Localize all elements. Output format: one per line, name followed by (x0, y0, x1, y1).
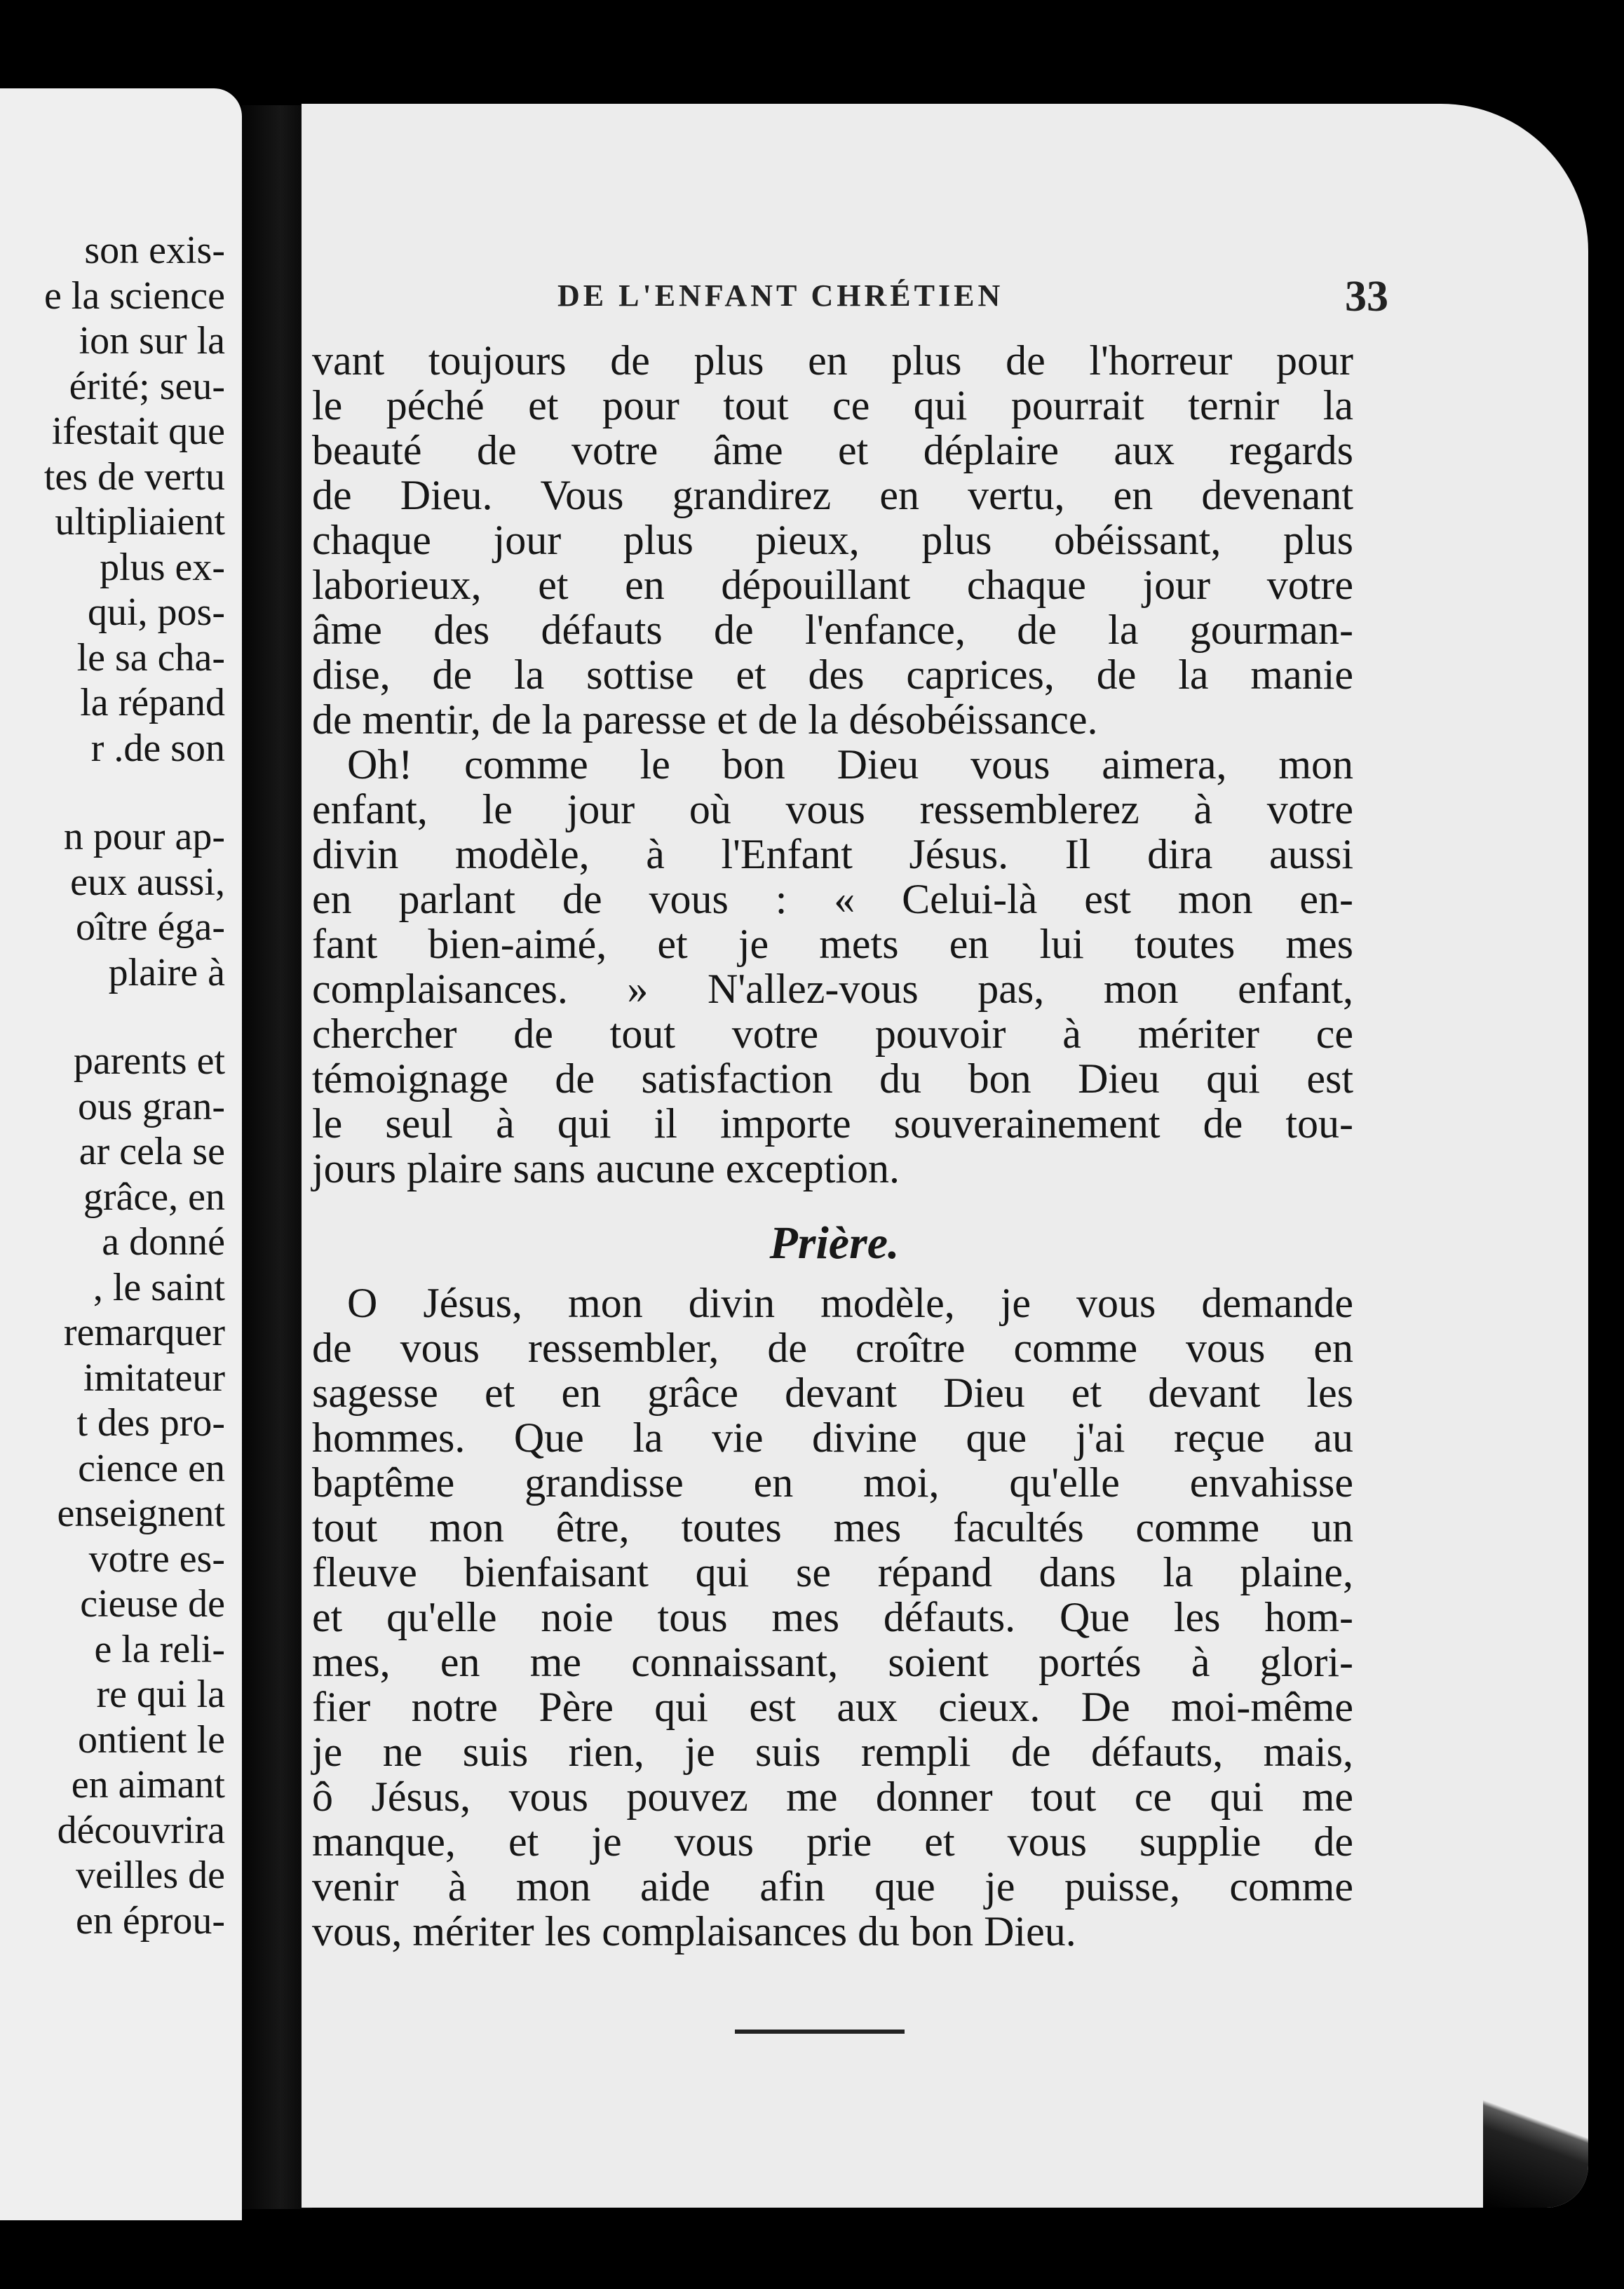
text-line: de mentir, de la paresse et de la désobéissance. (312, 696, 1098, 743)
text-line: divin modèle, à l'Enfant Jésus. Il dira aussi (312, 831, 1353, 877)
text-line: en parlant de vous : « Celui-là est mon en- (312, 876, 1353, 922)
left-text-line: son exis- (84, 229, 225, 272)
text-line: tout mon être, toutes mes facultés comme un (312, 1504, 1353, 1551)
text-line: le seul à qui il importe souverainement de tou- (312, 1100, 1353, 1147)
text-line: hommes. Que la vie divine que j'ai reçue au (312, 1414, 1353, 1461)
text-line: le péché et pour tout ce qui pourrait ternir la (312, 382, 1353, 428)
text-line: mes, en me connaissant, soient portés à glori- (312, 1639, 1353, 1685)
text-line: et qu'elle noie tous mes défauts. Que les hom- (312, 1594, 1353, 1640)
text-line: de Dieu. Vous grandirez en vertu, en devenant (312, 472, 1353, 518)
prayer-heading: Prière. (769, 1217, 900, 1269)
left-text-line: plaire à (108, 950, 225, 994)
text-line: je ne suis rien, je suis rempli de défauts, mais, (312, 1729, 1353, 1775)
left-text-line: e la science (43, 274, 225, 318)
paragraph-1 (312, 338, 1353, 742)
left-text-line: découvrira (57, 1808, 225, 1852)
text-line: manque, et je vous prie et vous supplie de (312, 1818, 1353, 1865)
left-text-line: la répand (80, 681, 225, 724)
text-line: beauté de votre âme et déplaire aux regards (312, 427, 1353, 473)
left-text-line: cieuse de (80, 1582, 225, 1626)
page-number: 33 (1345, 273, 1388, 320)
right-page (302, 104, 1588, 2208)
left-text-line: ar cela se (79, 1130, 225, 1173)
text-line: baptême grandisse en moi, qu'elle envahisse (312, 1459, 1353, 1506)
running-head: DE L'ENFANT CHRÉTIEN (557, 278, 1004, 313)
left-text-line: eux aussi, (70, 860, 225, 904)
prayer-paragraph (312, 1281, 1353, 1954)
text-line: vous, mériter les complaisances du bon Dieu. (312, 1908, 1076, 1954)
text-line: témoignage de satisfaction du bon Dieu qui est (312, 1055, 1353, 1102)
text-line: ô Jésus, vous pouvez me donner tout ce qui me (312, 1774, 1353, 1820)
left-text-line: remarquer (63, 1311, 225, 1354)
text-line: O Jésus, mon divin modèle, je vous demande (347, 1280, 1353, 1326)
left-text-line: e la reli- (94, 1627, 225, 1671)
text-line: fleuve bienfaisant qui se répand dans la plaine, (312, 1549, 1353, 1595)
left-text-line: ous gran- (78, 1084, 225, 1128)
left-text-line: enseignent (57, 1492, 225, 1535)
text-line: jours plaire sans aucune exception. (312, 1145, 900, 1191)
left-text-line: ion sur la (79, 319, 225, 363)
left-text-line: ifestait que (51, 410, 225, 453)
left-text-line: parents et (73, 1039, 225, 1083)
left-text-line: ultipliaient (55, 500, 225, 543)
paragraph-2 (312, 742, 1353, 1191)
left-text-line: t des pro- (76, 1401, 225, 1445)
left-text-line: veilles de (75, 1854, 225, 1897)
left-text-line: n pour ap- (63, 815, 225, 858)
text-line: venir à mon aide afin que je puisse, comme (312, 1863, 1353, 1910)
text-line: âme des défauts de l'enfance, de la gourman- (312, 607, 1353, 653)
left-text-line: en éprou- (75, 1898, 225, 1943)
left-text-line: votre es- (88, 1537, 225, 1581)
left-text-line: en aimant (71, 1763, 225, 1807)
page-corner-crease (1483, 1976, 1588, 2208)
text-line: chaque jour plus pieux, plus obéissant, plus (312, 517, 1353, 563)
left-text-line: a donné (102, 1220, 225, 1264)
left-text-line: , le saint (93, 1265, 225, 1309)
left-text-line: imitateur (83, 1356, 225, 1400)
left-text-line: re qui la (96, 1673, 225, 1716)
left-text-line: oître éga- (76, 905, 225, 949)
text-line: laborieux, et en dépouillant chaque jour votre (312, 562, 1353, 608)
text-line: complaisances. » N'allez-vous pas, mon enfant, (312, 966, 1353, 1012)
left-page (0, 88, 242, 2220)
left-text-line: grâce, en (83, 1175, 225, 1219)
text-line: enfant, le jour où vous ressemblerez à votre (312, 786, 1353, 832)
left-text-line: r .de son (90, 726, 225, 770)
text-line: vant toujours de plus en plus de l'horreur pour (312, 337, 1353, 384)
left-text-line: cience en (78, 1446, 225, 1490)
left-text-line: érité; seu- (69, 364, 225, 408)
left-text-line: qui, pos- (88, 590, 225, 634)
text-line: sagesse et en grâce devant Dieu et devant les (312, 1370, 1353, 1416)
text-line: fant bien-aimé, et je mets en lui toutes mes (312, 921, 1353, 967)
left-text-line: le sa cha- (76, 635, 225, 680)
left-text-line: tes de vertu (43, 454, 225, 499)
left-text-line: plus ex- (100, 545, 225, 589)
text-line: fier notre Père qui est aux cieux. De moi-même (312, 1684, 1353, 1730)
page-header (557, 272, 1388, 324)
text-line: de vous ressembler, de croître comme vous en (312, 1325, 1353, 1371)
text-line: Oh! comme le bon Dieu vous aimera, mon (347, 741, 1353, 788)
text-line: chercher de tout votre pouvoir à mériter ce (312, 1011, 1353, 1057)
left-text-line: ontient le (78, 1717, 225, 1762)
text-line: dise, de la sottise et des caprices, de la manie (312, 651, 1353, 698)
end-rule (735, 2030, 905, 2034)
